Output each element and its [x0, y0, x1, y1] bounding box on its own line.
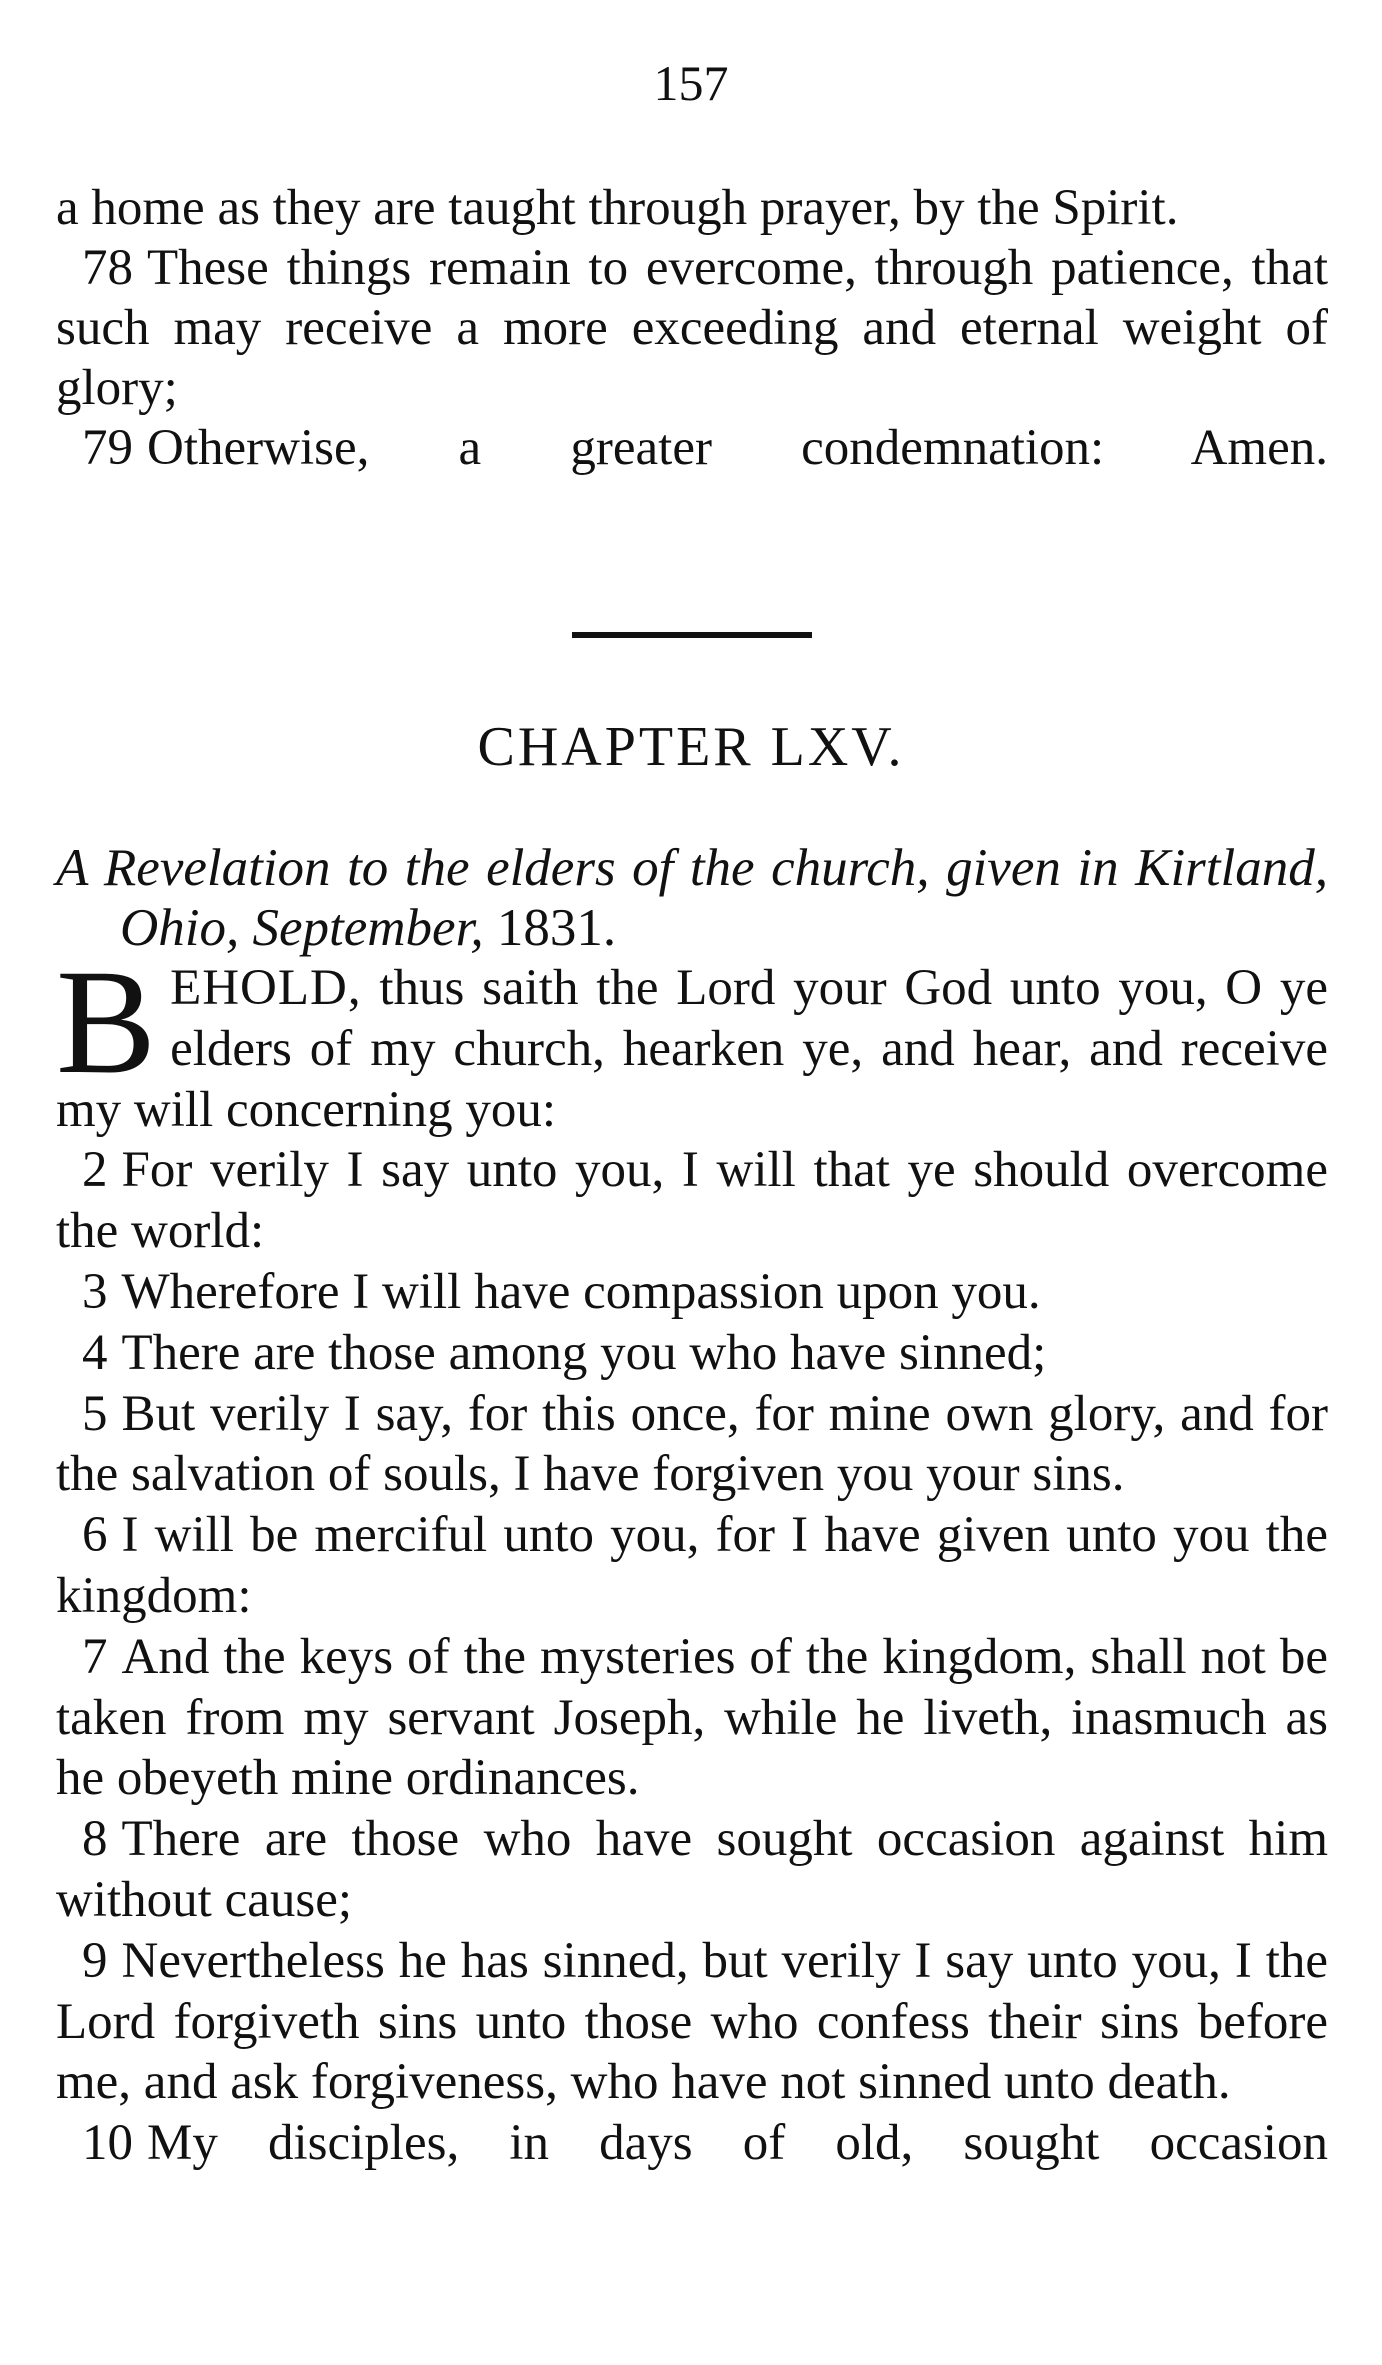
verse-9	[56, 1931, 1328, 2113]
verse-3	[56, 1262, 1328, 1323]
opening-first-word: EHOLD,	[170, 960, 362, 1016]
verse-7	[56, 1627, 1328, 1809]
verse-number: 8	[82, 1811, 108, 1868]
heading-year: 1831.	[496, 899, 617, 957]
chapter-heading	[56, 838, 1328, 958]
verse-text: For verily I say unto you, I will that ye should overcome the world:	[56, 1142, 1328, 1260]
verse-text: There are those who have sought occasion against him without cause;	[56, 1811, 1328, 1928]
verse-number: 10	[82, 2115, 133, 2172]
verse-text: And the keys of the mysteries of the kingdom, shall not be taken from my servant Joseph, while he liveth, inasmuch as he obeyeth mine ordinances.	[56, 1628, 1328, 1807]
section-divider	[572, 632, 812, 638]
verse-text: I will be merciful unto you, for I have given unto you the kingdom:	[56, 1507, 1328, 1624]
verse-number: 79	[82, 420, 133, 476]
verse-8	[56, 1809, 1328, 1931]
verse-79	[56, 418, 1328, 478]
opening-verse	[56, 939, 1329, 1140]
verse-number: 78	[82, 240, 133, 296]
verse-6	[56, 1505, 1328, 1627]
verse-text: Otherwise, a greater condemnation: Amen.	[147, 420, 1328, 476]
verse-text: There are those among you who have sinned;	[121, 1324, 1047, 1381]
verse-text: But verily I say, for this once, for mine own glory, and for the salvation of souls, I have forgiven you your sins.	[56, 1385, 1328, 1503]
opening-text: thus saith the Lord your God unto you, O ye elders of my church, hearken ye, and hear, and receive my will concerning you:	[56, 960, 1329, 1138]
verse-number: 7	[82, 1628, 108, 1685]
chapter-title: CHAPTER LXV.	[477, 716, 905, 778]
verse-5	[56, 1384, 1328, 1506]
verse-10	[56, 2113, 1328, 2174]
page-number: 157	[653, 55, 729, 111]
verse-number: 3	[82, 1263, 108, 1320]
verse-text: Wherefore I will have compassion upon you.	[121, 1263, 1041, 1320]
verse-number: 2	[82, 1142, 108, 1199]
verse-78	[56, 238, 1328, 418]
continuation-paragraph: a home as they are taught through prayer, by the Spirit.	[56, 180, 1179, 236]
verse-text: Nevertheless he has sinned, but verily I say unto you, I the Lord forgiveth sins unto those who confess their sins before me, and ask forgiveness, who have not sinned unto death.	[56, 1932, 1328, 2111]
verse-number: 6	[82, 1507, 108, 1564]
verse-number: 5	[82, 1385, 108, 1442]
continuation-text	[56, 178, 1328, 478]
verse-number: 9	[82, 1932, 108, 1989]
verse-2	[56, 1140, 1328, 1262]
verse-4	[56, 1323, 1328, 1384]
verse-text: These things remain to evercome, through patience, that such may receive a more exceeding and eternal weight of glory;	[56, 240, 1328, 416]
verse-number: 4	[82, 1324, 108, 1381]
heading-text: A Revelation to the elders of the church, given in Kirtland, Ohio, September,	[56, 839, 1328, 957]
chapter-body	[56, 939, 1329, 2174]
verse-text: My disciples, in days of old, sought occasion	[147, 2115, 1328, 2172]
drop-cap: B	[56, 939, 157, 1105]
